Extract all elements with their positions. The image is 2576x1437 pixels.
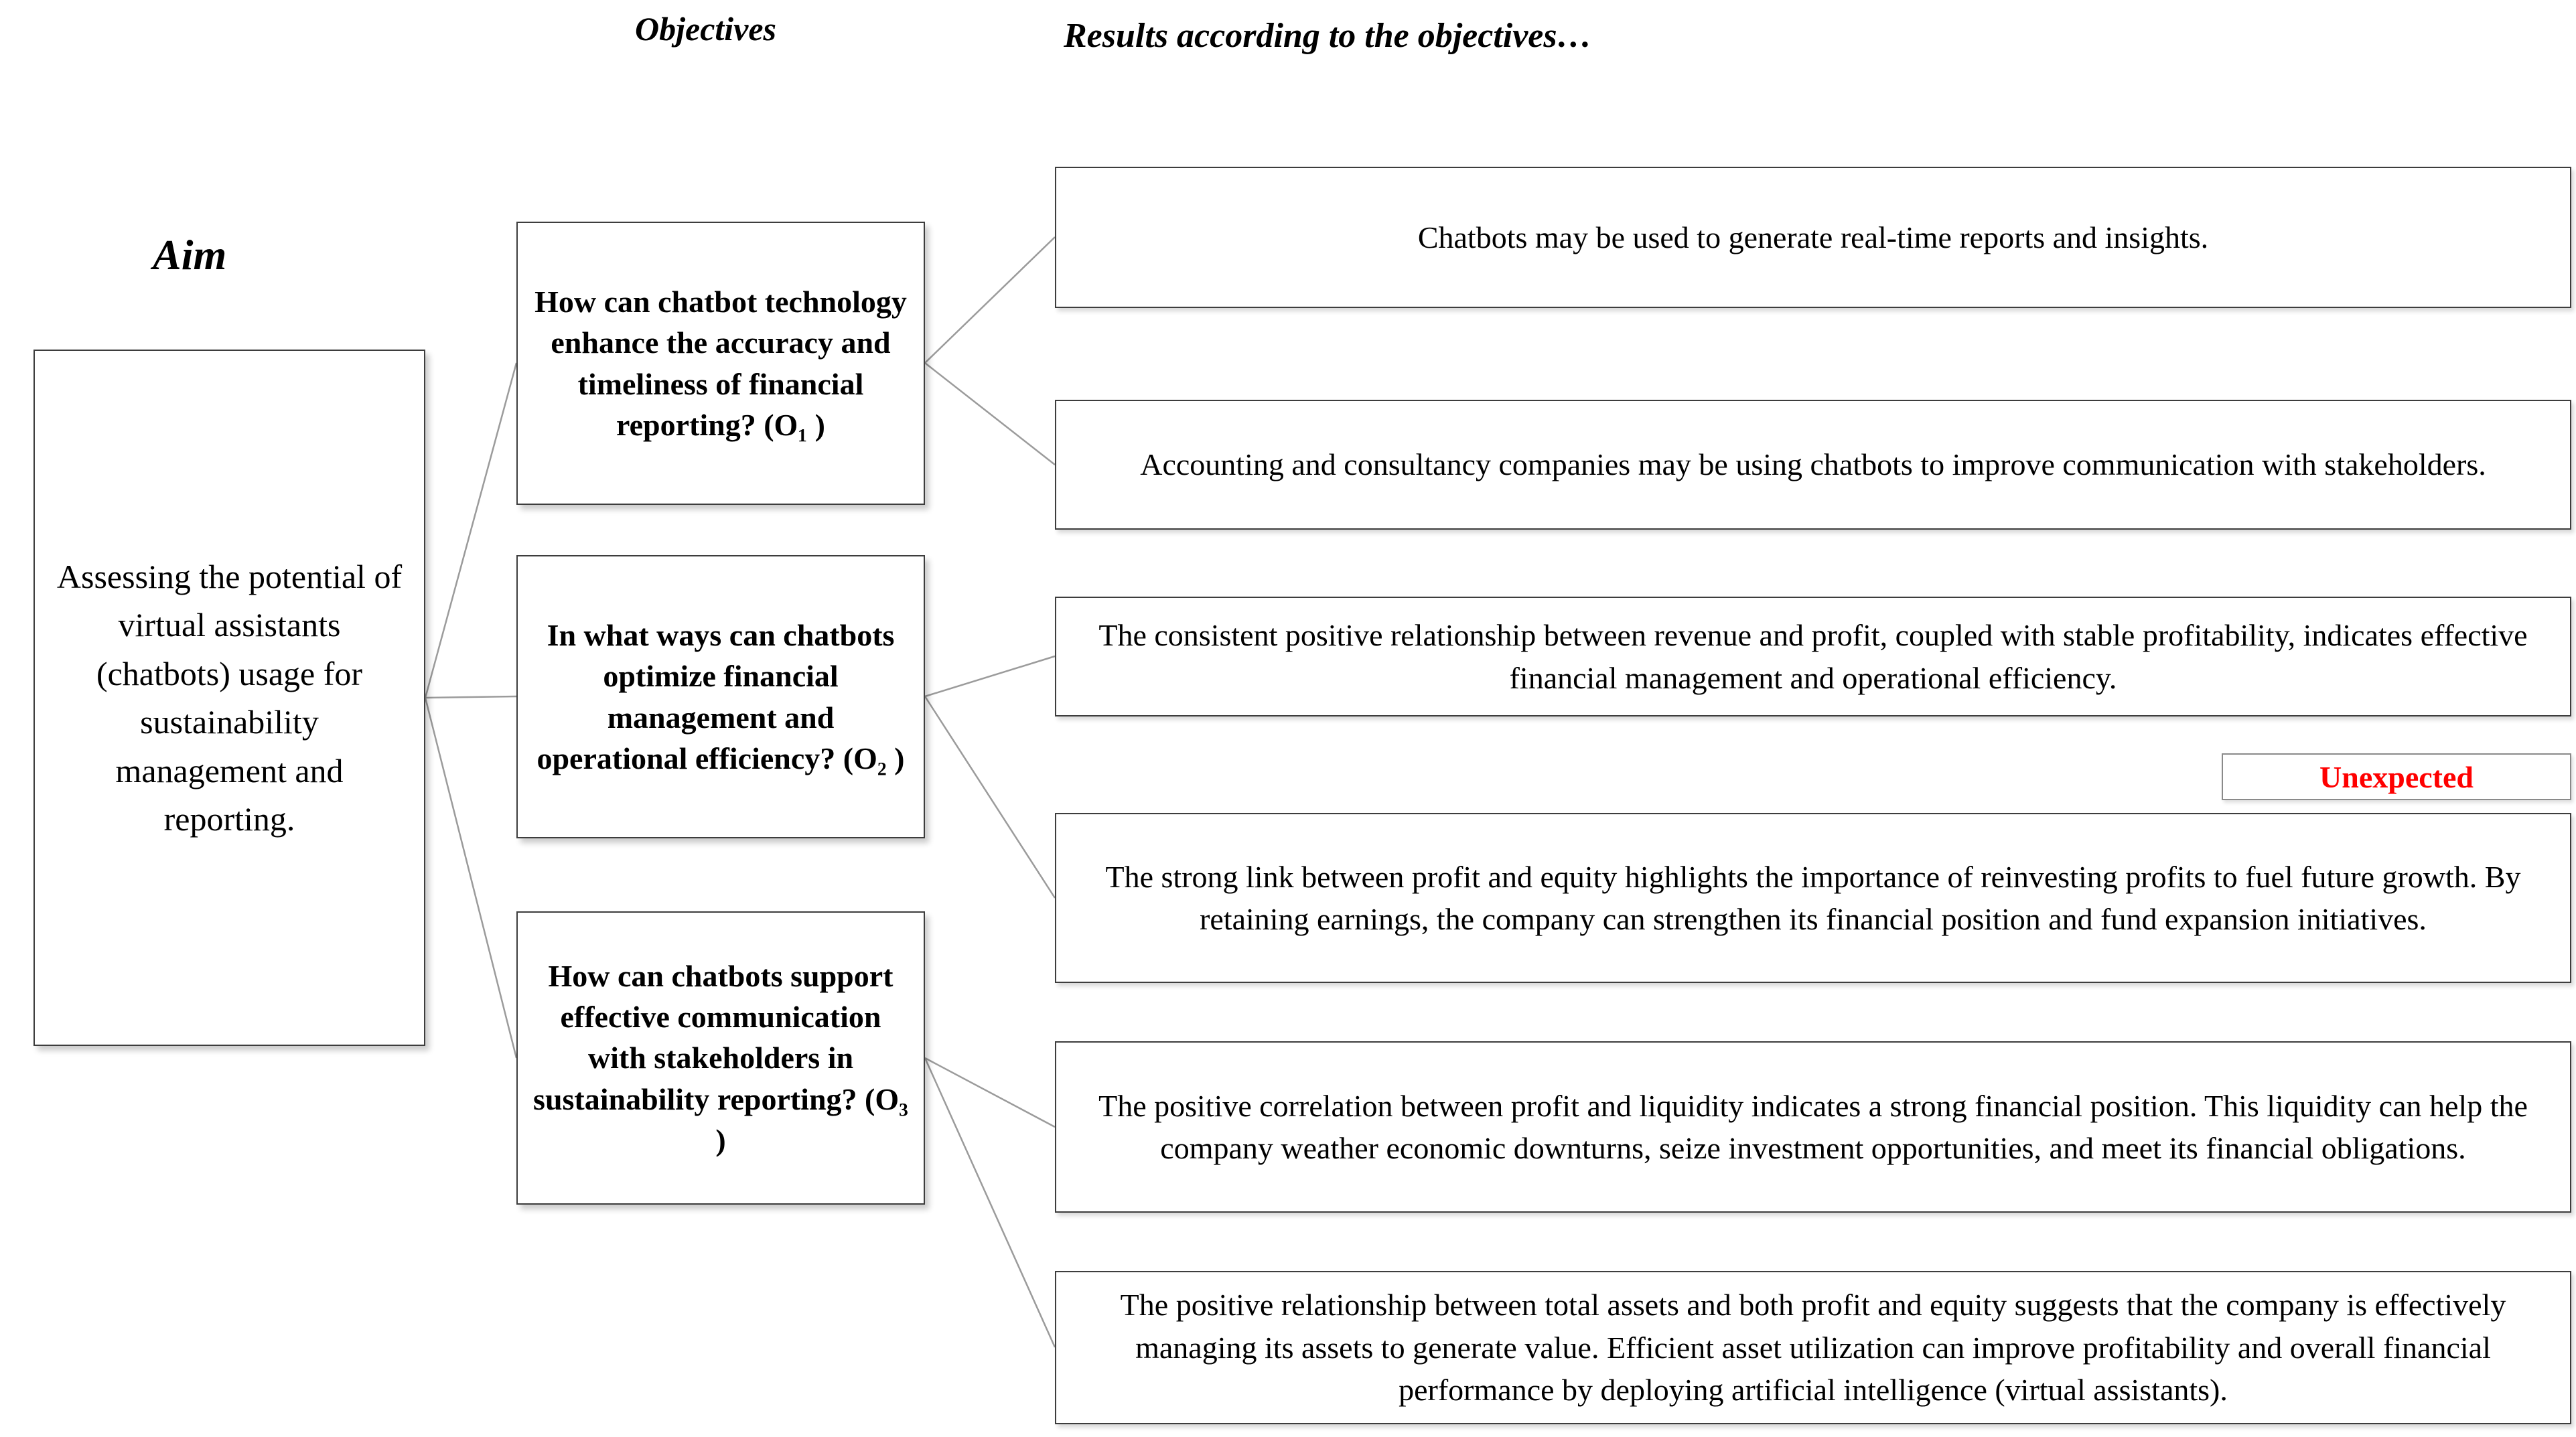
connector-objective1-to-result1 xyxy=(925,237,1055,363)
connector-aim-to-objective-2 xyxy=(425,696,516,698)
results-column-header: Results according to the objectives… xyxy=(1064,17,1592,55)
result-box-2 xyxy=(1055,400,2571,530)
result-3-text: The consistent positive relationship between revenue and profit, coupled with stable profitability, indicates effective financial management and operational efficiency. xyxy=(1098,618,2528,695)
unexpected-label-box xyxy=(2222,753,2571,800)
result-1-text: Chatbots may be used to generate real-time reports and insights. xyxy=(1417,220,2209,254)
objective-2-text: In what ways can chatbots optimize financial management and operational efficiency? (O₂ ) xyxy=(536,618,905,775)
result-5-text: The positive correlation between profit and liquidity indicates a strong financial position. This liquidity can help the company weather economic downturns, seize investment opportunities, and meet its financial obligations. xyxy=(1098,1088,2528,1165)
result-box-3 xyxy=(1055,597,2571,716)
aim-label: Aim xyxy=(153,231,227,279)
connector-objective3-to-result6 xyxy=(925,1058,1055,1347)
objectives-column-header: Objectives xyxy=(635,10,777,48)
result-4-text: The strong link between profit and equity highlights the importance of reinvesting profits to fuel future growth. By retaining earnings, the company can strengthen its financial position and fund expansion initiatives. xyxy=(1105,859,2521,936)
objective-box-1 xyxy=(516,222,925,505)
result-box-6 xyxy=(1055,1271,2571,1424)
objective-box-2 xyxy=(516,555,925,838)
connector-objective2-to-result3 xyxy=(925,656,1055,696)
connector-objective2-to-result4 xyxy=(925,696,1055,898)
objective-box-3 xyxy=(516,911,925,1205)
objective-3-text: How can chatbots support effective communication with stakeholders in sustainability reporting? (O₃ ) xyxy=(533,959,908,1157)
result-box-1 xyxy=(1055,167,2571,308)
connector-objective3-to-result5 xyxy=(925,1058,1055,1127)
result-box-4 xyxy=(1055,813,2571,983)
objective-1-text: How can chatbot technology enhance the accuracy and timeliness of financial reporting? (O₁ ) xyxy=(534,285,907,442)
connector-aim-to-objective-3 xyxy=(425,698,516,1058)
result-box-5 xyxy=(1055,1041,2571,1213)
connector-objective1-to-result2 xyxy=(925,363,1055,465)
aim-text: Assessing the potential of virtual assistants (chatbots) usage for sustainability management and reporting. xyxy=(56,557,403,838)
result-6-text: The positive relationship between total assets and both profit and equity suggests that the company is effectively managing its assets to generate value. Efficient asset utilization can improve profitability and overall financial performance by deploying artificial intelligence (virtual assistants). xyxy=(1120,1288,2506,1408)
connector-aim-to-objective-1 xyxy=(425,363,516,698)
unexpected-label: Unexpected xyxy=(2319,759,2474,794)
aim-box xyxy=(33,350,425,1046)
result-2-text: Accounting and consultancy companies may be using chatbots to improve communication with stakeholders. xyxy=(1140,447,2486,482)
